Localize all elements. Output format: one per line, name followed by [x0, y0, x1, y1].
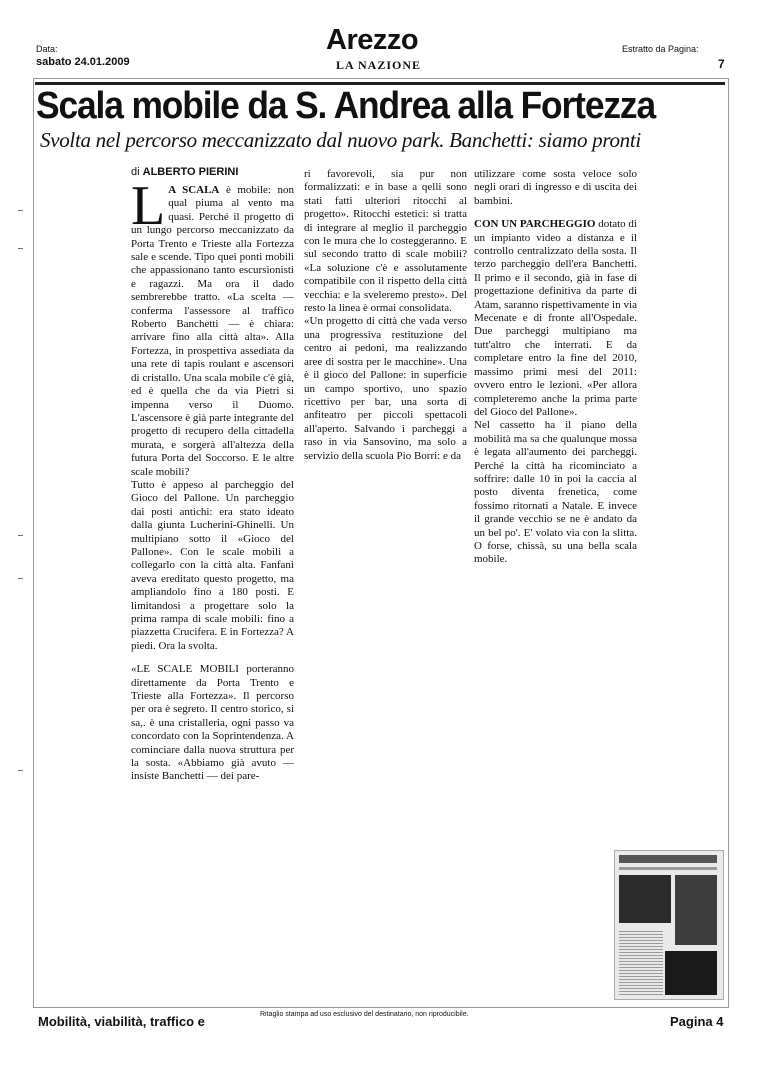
thumbnail-photo: [665, 951, 717, 995]
scan-mark: [18, 578, 23, 579]
lead-in: A SCALA: [168, 184, 220, 196]
article-headline: Scala mobile da S. Andrea alla Fortezza: [36, 85, 656, 127]
thumbnail-subhead-block: [619, 867, 717, 870]
paragraph-text: è mobile: non qual piuma al vento ma quasi. Perché il progetto di un lungo percorso meccanizzato da Porta Trento e Trieste alla Fortezza sale e scende. Tipo quei ponti mobili che appassionano tanto escursionisti e ragazzi. Ma ora il dado sembrerebbe tratto. «La scelta — conferma l'assessore al traffico Roberto Banchetti — è chiara: arrivare fino alla città alta». Alla Fortezza, in prospettiva assediata da una rete di tapis roulant e ascensori di cristallo. Una scala mobile c'è già, ed è quella che da via Pietri si impenna verso il Duomo. L'ascensore è già parte integrante del progetto di recupero della cittadella murata, e sorgerà all'altezza della futura Porta del Soccorso. E le altre scale mobili?: [131, 184, 295, 478]
byline-prefix: di: [131, 166, 140, 178]
newspaper-name: LA NAZIONE: [336, 58, 422, 72]
paragraph: utilizzare come sosta veloce solo negli orari di ingresso e di uscita dei bambini.: [474, 168, 637, 207]
scan-mark: [18, 535, 23, 536]
paragraph: «LE SCALE MOBILI porteranno direttamente da Porta Trento e Trieste alla Fortezza». Il percorso per ora è segreto. Il centro storico, si sa,. è una cristalleria, ogni passo va concordato con la Soprintendenza. A cominciare dalla nuova struttura per la sosta. «Abbiamo già avuto — insiste Banchetti — dei pare-: [131, 663, 294, 783]
extract-label: Estratto da Pagina:: [622, 44, 699, 54]
paragraph-text: dotato di un impianto video a distanza e il controllo centralizzato della sosta. Il terzo parcheggio dell'era Banchetti. Il primo e il secondo, già in fase di progettazione definitiva da parte di Atam, saranno rispettivamente in via Mecenate e di fronte all'Ospedale. Due parcheggi multipiano ma tutt'altro che interrati. E da completare entro la fine del 2010, massimo primi mesi del 2011: ovvero entro le lezioni. «Per allora completeremo anche la prima parte del Gioco del Pallone».: [474, 218, 637, 418]
byline-author: ALBERTO PIERINI: [142, 166, 239, 178]
article-column-1: [131, 175, 295, 784]
article-subheadline: Svolta nel percorso meccanizzato dal nuovo park. Banchetti: siamo pronti: [40, 128, 641, 152]
article-column-3: [474, 168, 637, 567]
scan-mark: [18, 210, 23, 211]
paragraph: [131, 175, 295, 479]
scan-mark: [18, 248, 23, 249]
thumbnail-photo: [675, 875, 717, 945]
city-masthead: Arezzo: [326, 24, 419, 56]
paragraph: «Un progetto di città che vada verso una progressiva restituzione del centro ai pedoni, ma realizzando aree di sostra per le macchine». Una è il gioco del Pallone: in superficie un campo sportivo, uno spazio ricettivo per bar, una sorta di anfiteatro per piccoli spettacoli all'aperto. Salvando i parcheggi a raso in via Sansovino, ma solo a servizio della scuola Pio Borri: e da: [304, 315, 467, 462]
article-column-2: [304, 168, 467, 463]
paragraph: ri favorevoli, sia pur non formalizzati: e in base a qelli sono stati fatti ulteriori ritocchi al progetto». Ritocchi estetici: si tratta di integrare al meglio il parcheggio con le mura che lo costeggeranno. E sul secondo tratto di scale mobili? «La soluzione c'è e assolutamente compatibile con il rispetto della città vecchia: e la sveleremo presto». Del resto la linea è ormai consolidata.: [304, 168, 467, 315]
footer-notice: Ritaglio stampa ad uso esclusivo del destinatario, non riproducibile.: [260, 1011, 469, 1018]
paragraph: Nel cassetto ha il piano della mobilità ma sa che qualunque mossa è legata all'aumento dei parcheggi. Perché la città ha ricominciato a soffrire: dalle 10 in poi la caccia al posto diventa frenetica, come fossimo ritornati a Natale. E invece il grande vecchio se ne è andato da un bel po'. E' volato via con la slitta. O forse, chissà, su una bella scala mobile.: [474, 419, 637, 566]
date-label: Data:: [36, 44, 58, 54]
date-value: sabato 24.01.2009: [36, 56, 130, 68]
paragraph: [474, 218, 637, 419]
thumbnail-headline-block: [619, 855, 717, 863]
thumbnail-text-block: [619, 929, 663, 995]
footer-category: Mobilità, viabilità, traffico e: [38, 1014, 205, 1029]
drop-cap: L: [131, 175, 166, 237]
paragraph: Tutto è appeso al parcheggio del Gioco del Pallone. Un parcheggio dai posti antichi: era stato ideato dalla giunta Lucherini-Ghinelli. Un multipiano sotto il «Gioco del Pallone». Con le scale mobili a collegarlo con la città alta. Fanfani aveva ereditato questo progetto, ma ampliandolo fino a 180 posti. E limitandosi a progettare solo la prima rampa di scale mobili: fino a piazzetta Crucifera. E in Fortezza? A piedi. Ora la svolta.: [131, 478, 294, 652]
extract-page-number: 7: [718, 57, 725, 71]
thumbnail-photo: [619, 875, 671, 923]
scan-mark: [18, 770, 23, 771]
lead-in: CON UN PARCHEGGIO: [474, 218, 596, 231]
page-thumbnail: [614, 850, 724, 1000]
footer-page: Pagina 4: [670, 1014, 724, 1029]
